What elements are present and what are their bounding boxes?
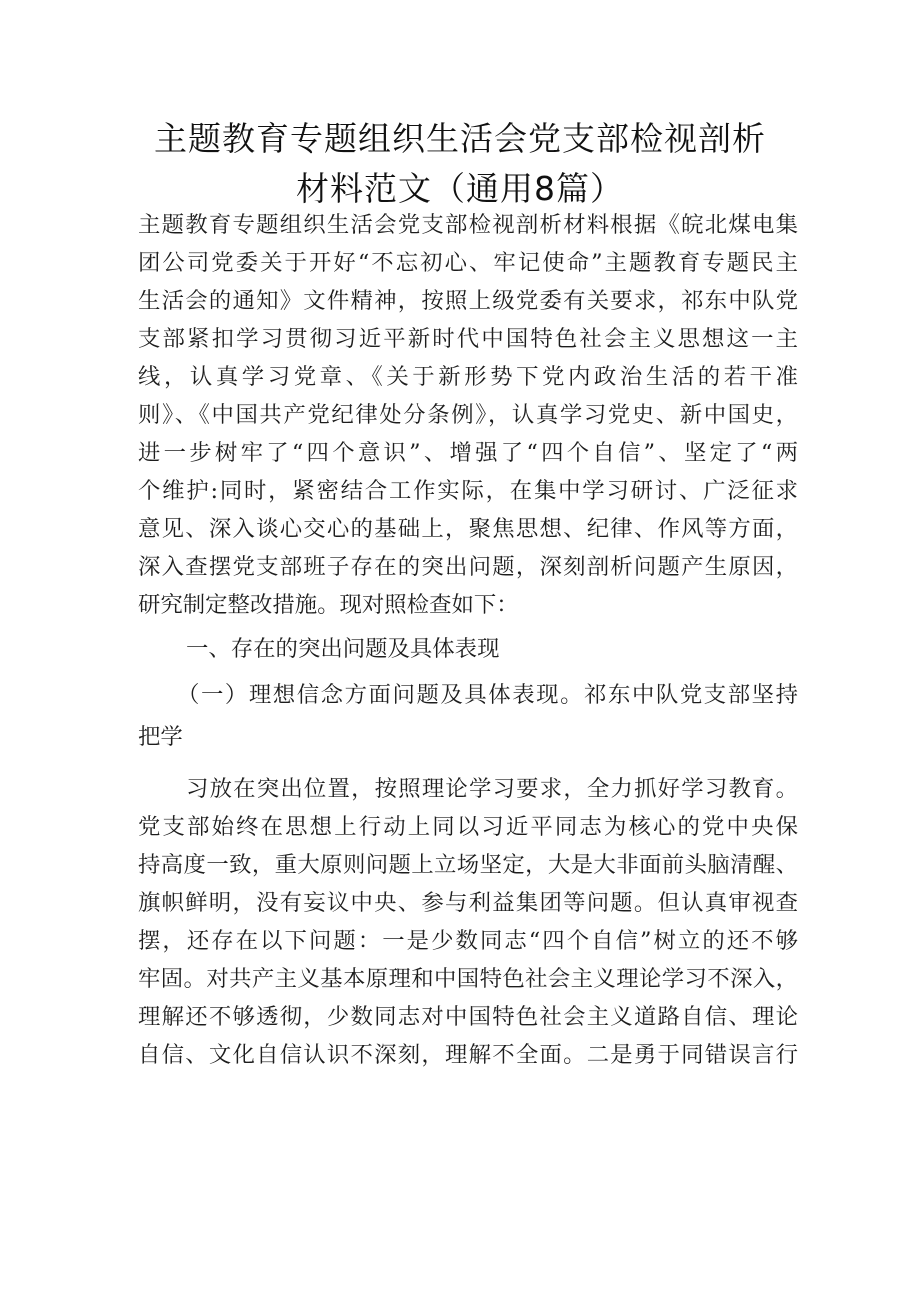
subsection-heading: （一）理想信念方面问题及具体表现。祁东中队党支部坚持 (177, 682, 798, 708)
intro-line: 团公司党委关于开好“不忘初心、牢记使命”主题教育专题民主 (138, 250, 798, 276)
intro-line: 支部紧扣学习贯彻习近平新时代中国特色社会主义思想这一主 (138, 326, 798, 352)
body-line: 理解还不够透彻，少数同志对中国特色社会主义道路自信、理论 (138, 1004, 798, 1030)
section-heading: 一、存在的突出问题及具体表现 (186, 636, 500, 662)
intro-line: 深入查摆党支部班子存在的突出问题，深刻剖析问题产生原因， (138, 554, 798, 580)
intro-line: 生活会的通知》文件精神，按照上级党委有关要求，祁东中队党 (138, 288, 798, 314)
body-line: 旗帜鲜明，没有妄议中央、参与利益集团等问题。但认真审视查 (138, 890, 798, 916)
intro-line: 则》、《中国共产党纪律处分条例》，认真学习党史、新中国史， (138, 402, 798, 428)
subsection-heading-continued: 把学 (138, 724, 183, 750)
body-line: 持高度一致，重大原则问题上立场坚定，大是大非面前头脑清醒、 (138, 852, 798, 878)
body-line: 自信、文化自信认识不深刻，理解不全面。二是勇于同错误言行 (138, 1042, 798, 1068)
intro-line: 研究制定整改措施。现对照检查如下： (138, 592, 519, 618)
document-title-line-2: 材料范文（通用8篇） (296, 169, 624, 208)
intro-line: 主题教育专题组织生活会党支部检视剖析材料根据《皖北煤电集 (138, 212, 798, 238)
body-line: 摆，还存在以下问题：一是少数同志“四个自信”树立的还不够 (138, 928, 798, 954)
body-line: 党支部始终在思想上行动上同以习近平同志为核心的党中央保 (138, 814, 798, 840)
intro-line: 线，认真学习党章、《关于新形势下党内政治生活的若干准 (138, 364, 798, 390)
intro-line: 意见、深入谈心交心的基础上，聚焦思想、纪律、作风等方面， (138, 516, 798, 542)
body-line: 习放在突出位置，按照理论学习要求，全力抓好学习教育。 (186, 776, 798, 802)
body-line: 牢固。对共产主义基本原理和中国特色社会主义理论学习不深入， (138, 966, 798, 992)
document-title-line-1: 主题教育专题组织生活会党支部检视剖析 (154, 119, 766, 158)
intro-line: 进一步树牢了“四个意识”、增强了“四个自信”、坚定了“两 (138, 440, 798, 466)
intro-line: 个维护:同时，紧密结合工作实际，在集中学习研讨、广泛征求 (138, 478, 798, 504)
